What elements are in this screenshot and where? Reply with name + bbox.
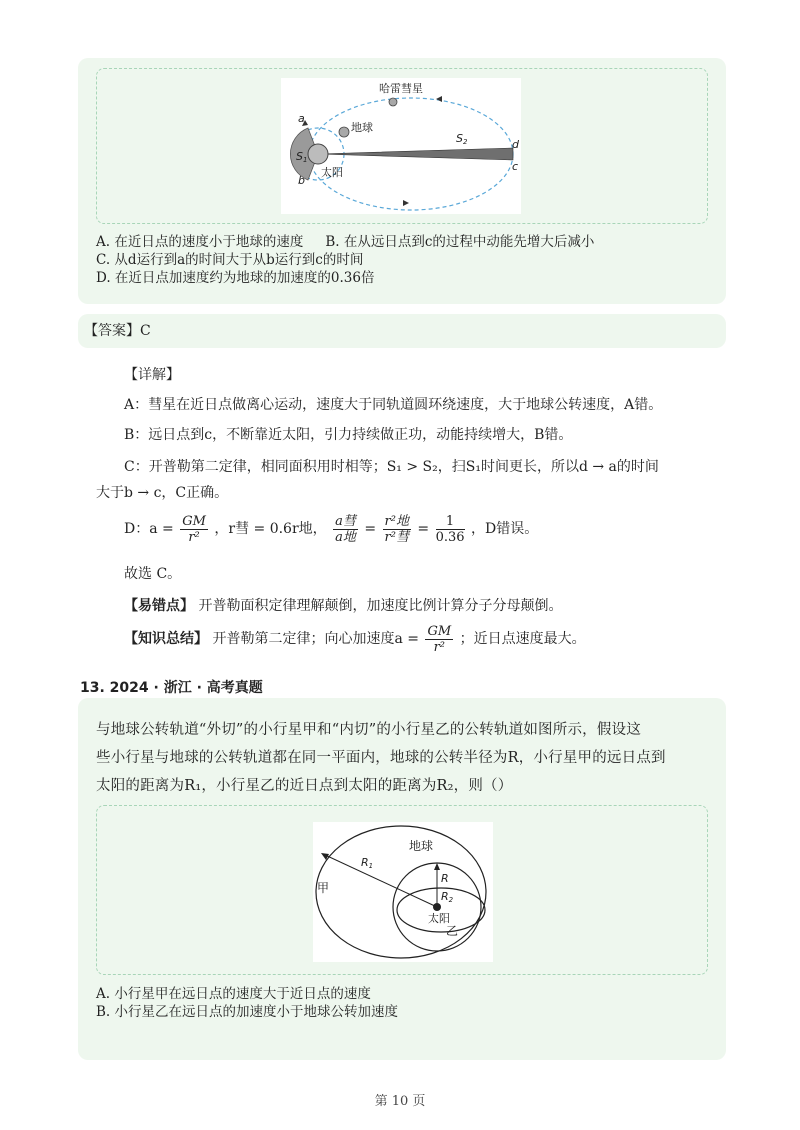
fraction-radius-ratio — [383, 514, 411, 545]
label-point-c: c — [512, 160, 519, 173]
frac-den: a地 — [335, 529, 356, 545]
frac-num: r²地 — [384, 513, 409, 529]
knowledge-summary — [124, 622, 586, 656]
frac-den: r² — [433, 639, 445, 655]
label-earth: 地球 — [351, 121, 373, 134]
page-number: 第 10 页 — [374, 1094, 426, 1109]
option-b-text: B. 在从远日点到c的过程中动能先增大后减小 — [325, 234, 595, 250]
solution-a: A：彗星在近日点做离心运动，速度大于同轨道圆环绕速度，大于地球公转速度，A错。 — [124, 397, 663, 413]
solution-title: 【详解】 — [124, 367, 180, 383]
option-a-text: A. 在近日点的速度小于地球的速度 — [96, 234, 304, 250]
solution-d-suffix: ，D错误。 — [471, 521, 539, 537]
label-point-a: a — [298, 112, 305, 125]
answer-line — [84, 322, 151, 340]
label-point-b: b — [298, 174, 305, 187]
label-s1: S1 — [296, 150, 308, 164]
r1-line — [323, 854, 437, 907]
answer-box — [78, 314, 726, 348]
solution-d-mid: ，r彗 = 0.6r地， — [214, 521, 327, 537]
halley-orbit-diagram — [281, 78, 521, 214]
label-r: R — [441, 872, 449, 885]
option-d-q12: D. 在近日点加速度约为地球的加速度的0.36倍 — [96, 270, 375, 286]
fraction-gm-r2 — [180, 514, 208, 545]
arrow-icon — [434, 863, 440, 870]
label-r2: R2 — [441, 890, 454, 904]
equals-sign: = — [417, 521, 430, 537]
label-r1: R1 — [361, 856, 374, 870]
sun-icon — [308, 144, 328, 164]
fraction-accel-ratio — [333, 514, 358, 545]
q13-line-2: 些小行星与地球的公转轨道都在同一平面内，地球的公转半径为R，小行星甲的远日点到 — [96, 750, 666, 766]
error-label: 【易错点】 — [124, 598, 194, 614]
frac-den: 0.36 — [435, 529, 465, 545]
error-point — [124, 597, 562, 615]
q13-line-1: 与地球公转轨道“外切”的小行星甲和“内切”的小行星乙的公转轨道如图所示，假设这 — [96, 722, 641, 738]
solution-d — [124, 512, 538, 546]
label-sun: 太阳 — [321, 166, 343, 179]
label-sun: 太阳 — [428, 912, 450, 925]
frac-num: 1 — [436, 514, 465, 530]
solution-d-prefix: D：a = — [124, 521, 174, 537]
asteroid-orbit-diagram — [313, 822, 493, 962]
frac-num: a彗 — [335, 513, 356, 529]
option-a-q13: A. 小行星甲在远日点的速度大于近日点的速度 — [96, 986, 371, 1002]
summary-label: 【知识总结】 — [124, 631, 208, 647]
question-13-title: 13. 2024 · 浙江 · 高考真题 — [80, 680, 263, 696]
frac-num: GM — [182, 513, 206, 529]
label-point-d: d — [512, 138, 519, 151]
summary-prefix: 开普勒第二定律；向心加速度a = — [208, 631, 419, 647]
answer-value: C — [140, 323, 151, 339]
option-c-q12: C. 从d运行到a的时间大于从b运行到c的时间 — [96, 252, 364, 268]
orbit-jia — [316, 826, 486, 958]
fraction-summary — [425, 624, 453, 655]
solution-c-line2: 大于b → c，C正确。 — [96, 485, 229, 501]
answer-label: 【答案】 — [84, 323, 140, 339]
label-yi: 乙 — [446, 924, 459, 938]
frac-num: GM — [427, 623, 452, 639]
orbit-arrow-icon — [403, 200, 409, 206]
orbit-arrow-icon — [436, 96, 442, 102]
option-b-q13: B. 小行星乙在远日点的加速度小于地球公转加速度 — [96, 1004, 399, 1020]
solution-c-line1: C：开普勒第二定律，相同面积用时相等；S₁ > S₂，扫S₁时间更长，所以d → a的时间 — [124, 459, 659, 475]
fraction-one-over — [436, 514, 465, 545]
label-earth: 地球 — [409, 839, 434, 853]
figure-asteroid-orbits — [313, 822, 493, 962]
label-jia: 甲 — [317, 881, 330, 895]
earth-icon — [339, 127, 349, 137]
frac-den: r²彗 — [384, 529, 409, 545]
sector-s2 — [318, 148, 513, 160]
frac-den: r² — [188, 529, 200, 545]
summary-suffix: ；近日点速度最大。 — [459, 631, 586, 647]
solution-choice: 故选 C。 — [124, 566, 182, 582]
solution-b: B：远日点到c，不断靠近太阳，引力持续做正功，动能持续增大，B错。 — [124, 427, 573, 443]
label-halley: 哈雷彗星 — [379, 82, 423, 95]
equals-sign: = — [364, 521, 377, 537]
q13-line-3: 太阳的距离为R₁，小行星乙的近日点到太阳的距离为R₂，则（） — [96, 778, 513, 794]
option-a-q12 — [96, 233, 594, 251]
figure-halley-comet — [281, 78, 521, 214]
label-s2: S2 — [456, 132, 468, 146]
halley-comet-icon — [389, 98, 397, 106]
error-text: 开普勒面积定律理解颠倒，加速度比例计算分子分母颠倒。 — [194, 598, 563, 614]
